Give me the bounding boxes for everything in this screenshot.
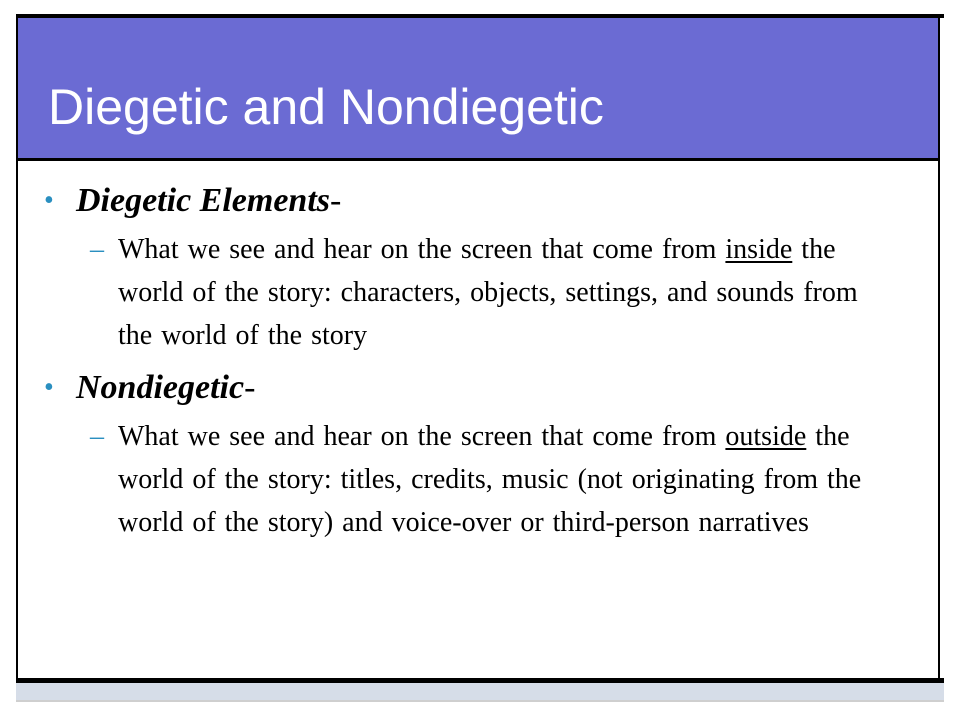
bottom-band (16, 683, 944, 700)
sub-text-underlined: outside (725, 421, 807, 452)
bullet-diegetic (44, 178, 894, 224)
bottom-rule-secondary (16, 700, 944, 702)
dash-icon: – (90, 421, 104, 452)
bullet-nondiegetic (44, 365, 894, 411)
sub-text-after: the world of the story: titles, credits, music (not originating from the world of the story) and voice-over or third-person narratives (118, 421, 862, 538)
bullet-term: Diegetic Elements (76, 182, 331, 219)
sub-text-after: the world of the story: characters, objects, settings, and sounds from the world of the story (118, 234, 858, 351)
sub-bullet-nondiegetic (44, 415, 894, 544)
bullet-suffix: - (244, 369, 256, 406)
bullet-term: Nondiegetic (76, 369, 245, 406)
bullet-dot-icon: • (44, 185, 54, 216)
bullet-suffix: - (330, 182, 342, 219)
sub-bullet-diegetic (44, 228, 894, 357)
dash-icon: – (90, 234, 104, 265)
sub-text-underlined: inside (725, 234, 793, 265)
slide-content (44, 178, 894, 552)
sub-text-before: What we see and hear on the screen that come from (118, 421, 726, 452)
slide-title: Diegetic and Nondiegetic (48, 79, 604, 135)
sub-text-before: What we see and hear on the screen that come from (118, 234, 726, 265)
bullet-dot-icon: • (44, 372, 54, 403)
